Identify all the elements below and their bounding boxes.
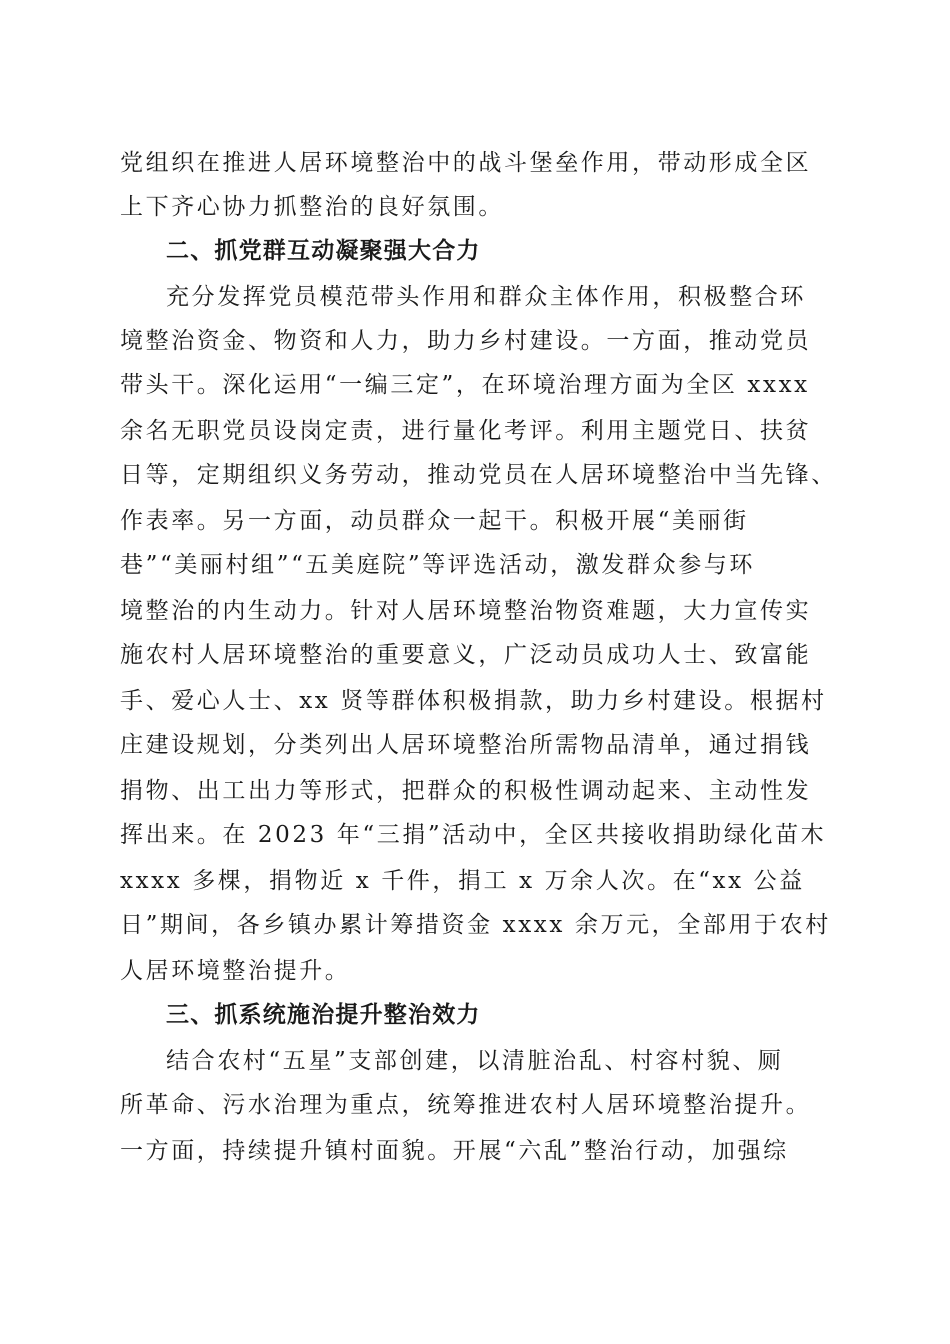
paragraph-2-line-13: 挥出来。在 2023 年“三捐”活动中，全区共接收捐助绿化苗木 bbox=[120, 822, 827, 848]
paragraph-3-line-3: 一方面，持续提升镇村面貌。开展“六乱”整治行动，加强综 bbox=[120, 1138, 789, 1164]
paragraph-2-line-7: 巷”“美丽村组”“五美庭院”等评选活动，激发群众参与环 bbox=[120, 552, 755, 578]
paragraph-2-line-8: 境整治的内生动力。针对人居环境整治物资难题，大力宣传实 bbox=[120, 598, 812, 624]
paragraph-2-line-10: 手、爱心人士、xx 贤等群体积极捐款，助力乡村建设。根据村 bbox=[120, 688, 827, 714]
paragraph-1-line-2: 上下齐心协力抓整治的良好氛围。 bbox=[120, 194, 504, 220]
paragraph-2-line-6: 作表率。另一方面，动员群众一起干。积极开展“美丽街 bbox=[120, 508, 749, 534]
paragraph-3-line-1: 结合农村“五星”支部创建，以清脏治乱、村容村貌、厕 bbox=[166, 1048, 784, 1074]
paragraph-2-line-16: 人居环境整治提升。 bbox=[120, 958, 351, 984]
paragraph-2-line-14: xxxx 多棵，捐物近 x 千件，捐工 x 万余人次。在“xx 公益 bbox=[120, 868, 805, 894]
paragraph-2-line-1: 充分发挥党员模范带头作用和群众主体作用，积极整合环 bbox=[166, 284, 806, 310]
paragraph-2-line-12: 捐物、出工出力等形式，把群众的积极性调动起来、主动性发 bbox=[120, 778, 812, 804]
paragraph-2-line-5: 日等，定期组织义务劳动，推动党员在人居环境整治中当先锋、 bbox=[120, 462, 837, 488]
paragraph-2-line-4: 余名无职党员设岗定责，进行量化考评。利用主题党日、扶贫 bbox=[120, 418, 812, 444]
section-heading-3: 三、抓系统施治提升整治效力 bbox=[166, 1002, 481, 1028]
paragraph-2-line-2: 境整治资金、物资和人力，助力乡村建设。一方面，推动党员 bbox=[120, 328, 812, 354]
paragraph-3-line-2: 所革命、污水治理为重点，统筹推进农村人居环境整治提升。 bbox=[120, 1092, 812, 1118]
section-heading-2: 二、抓党群互动凝聚强大合力 bbox=[166, 238, 481, 264]
paragraph-2-line-11: 庄建设规划，分类列出人居环境整治所需物品清单，通过捐钱 bbox=[120, 732, 812, 758]
paragraph-1-line-1: 党组织在推进人居环境整治中的战斗堡垒作用，带动形成全区 bbox=[120, 150, 812, 176]
paragraph-2-line-3: 带头干。深化运用“一编三定”，在环境治理方面为全区 xxxx bbox=[120, 372, 810, 398]
paragraph-2-line-15: 日”期间，各乡镇办累计筹措资金 xxxx 余万元，全部用于农村 bbox=[120, 912, 831, 938]
paragraph-2-line-9: 施农村人居环境整治的重要意义，广泛动员成功人士、致富能 bbox=[120, 642, 812, 668]
